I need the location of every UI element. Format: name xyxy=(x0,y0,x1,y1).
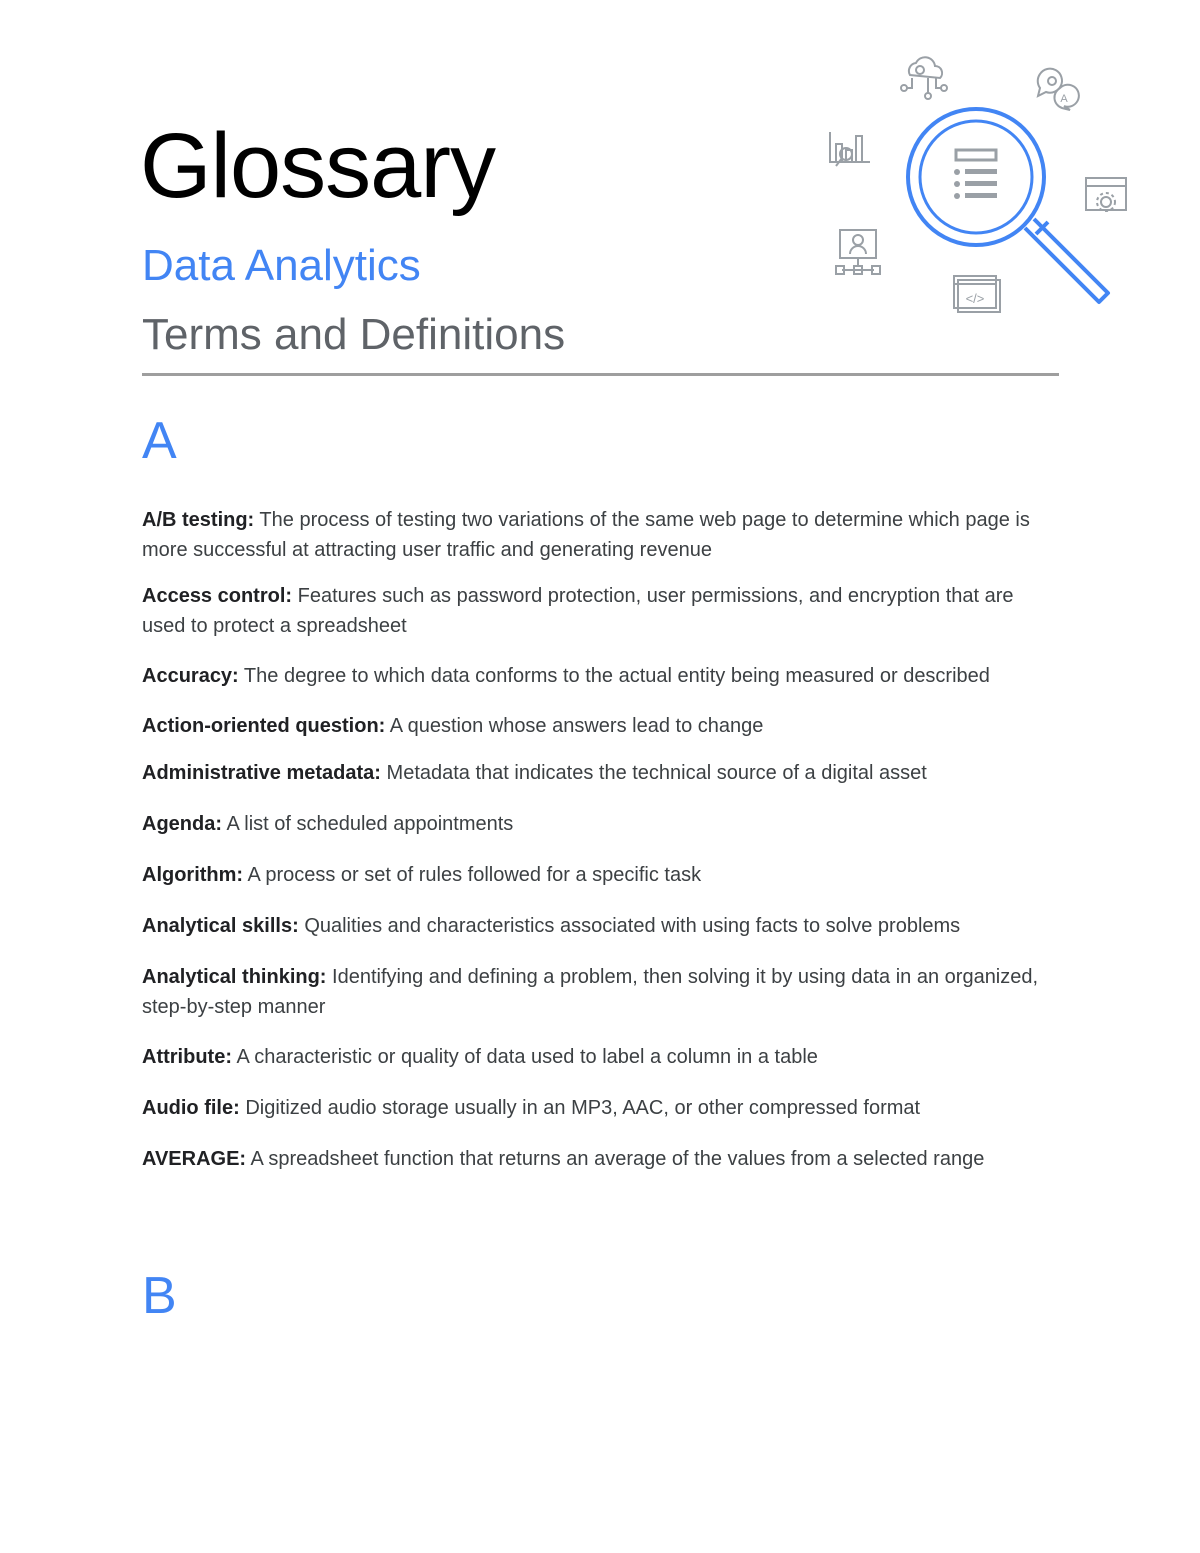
glossary-term: Action-oriented question: xyxy=(142,715,386,737)
glossary-term: Algorithm: xyxy=(142,864,244,886)
header-divider xyxy=(142,373,1059,376)
glossary-definition: A characteristic or quality of data used to label a column in a table xyxy=(236,1046,818,1068)
glossary-entry xyxy=(142,809,1062,839)
glossary-definition: Digitized audio storage usually in an MP3, AAC, or other compressed format xyxy=(245,1097,921,1119)
magnifying-glass-list-icon xyxy=(908,109,1108,302)
code-window-icon xyxy=(954,276,1000,312)
section-letter-a: A xyxy=(142,412,177,470)
glossary-entry xyxy=(142,661,1062,691)
glossary-list-a xyxy=(142,505,1062,1174)
glossary-entry xyxy=(142,505,1062,565)
page-subtitle-secondary: Terms and Definitions xyxy=(142,310,566,359)
glossary-definition: The process of testing two variations of the same web page to determine which page is more successful at attracting user traffic and generating revenue xyxy=(142,509,1030,561)
header-illustration xyxy=(820,40,1140,320)
glossary-entry xyxy=(142,911,1062,941)
code-window-label: </> xyxy=(965,291,985,306)
glossary-definition: A process or set of rules followed for a specific task xyxy=(247,864,702,886)
chat-translate-label: A xyxy=(1060,93,1068,105)
glossary-entry xyxy=(142,711,1062,741)
glossary-definition: Identifying and defining a problem, then solving it by using data in an organized, step-by-step manner xyxy=(142,966,1039,1018)
section-letter-b: B xyxy=(142,1267,177,1325)
glossary-term: Analytical thinking: xyxy=(142,966,327,988)
user-network-icon xyxy=(836,230,880,274)
glossary-term: Analytical skills: xyxy=(142,915,299,937)
bar-chart-icon xyxy=(830,132,870,166)
glossary-term: A/B testing: xyxy=(142,509,255,531)
page-subtitle: Data Analytics xyxy=(142,241,421,290)
glossary-definition: Features such as password protection, user permissions, and encryption that are used to protect a spreadsheet xyxy=(142,585,1014,637)
glossary-entry xyxy=(142,1144,1062,1174)
glossary-term: Administrative metadata: xyxy=(142,762,381,784)
glossary-entry xyxy=(142,1042,1062,1072)
glossary-term: Attribute: xyxy=(142,1046,232,1068)
glossary-definition: The degree to which data conforms to the actual entity being measured or described xyxy=(243,665,990,687)
glossary-definition: A list of scheduled appointments xyxy=(226,813,514,835)
glossary-term: Audio file: xyxy=(142,1097,240,1119)
glossary-term: AVERAGE: xyxy=(142,1148,247,1170)
cloud-network-icon xyxy=(901,57,947,99)
glossary-entry xyxy=(142,962,1062,1022)
glossary-term: Accuracy: xyxy=(142,665,239,687)
glossary-entry xyxy=(142,860,1062,890)
glossary-definition: A question whose answers lead to change xyxy=(389,715,764,737)
glossary-term: Access control: xyxy=(142,585,293,607)
settings-window-icon xyxy=(1086,178,1126,211)
glossary-definition: Metadata that indicates the technical source of a digital asset xyxy=(386,762,927,784)
glossary-entry xyxy=(142,758,1062,788)
page-title: Glossary xyxy=(140,115,495,217)
glossary-definition: Qualities and characteristics associated with using facts to solve problems xyxy=(304,915,961,937)
chat-translate-icon xyxy=(1038,69,1079,110)
glossary-entry xyxy=(142,581,1062,641)
glossary-definition: A spreadsheet function that returns an average of the values from a selected range xyxy=(250,1148,985,1170)
glossary-entry xyxy=(142,1093,1062,1123)
glossary-term: Agenda: xyxy=(142,813,222,835)
